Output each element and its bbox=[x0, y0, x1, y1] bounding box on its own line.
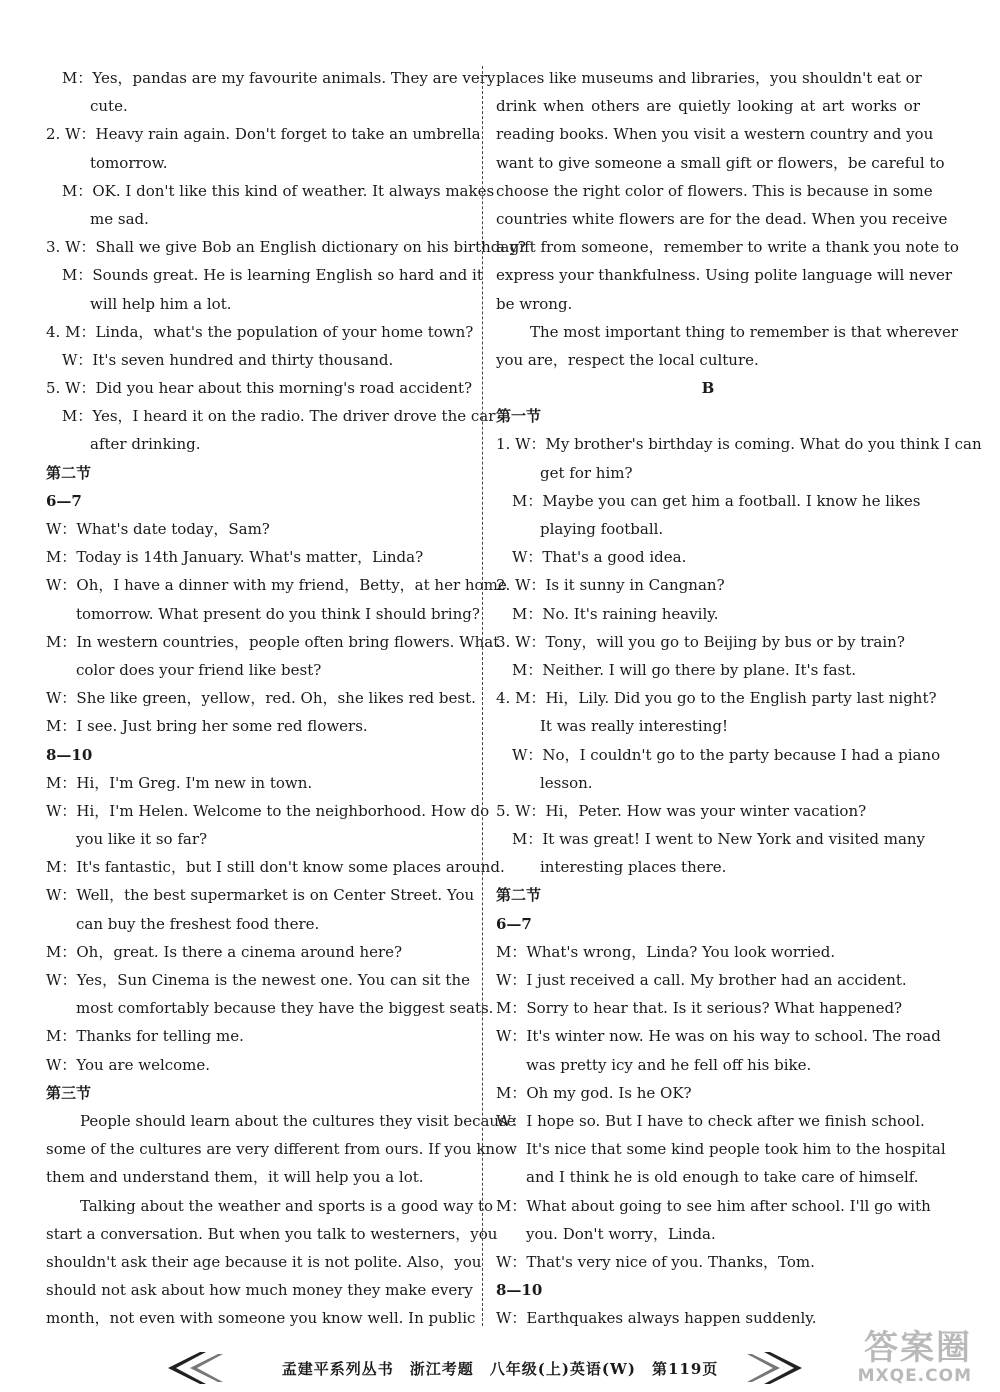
text-line: W：Yes，Sun Cinema is the newest one. You can sit the bbox=[46, 971, 470, 989]
text-line: M：Thanks for telling me. bbox=[46, 1027, 244, 1046]
text-line: W：I hope so. But I have to check after we finish school. bbox=[496, 1111, 925, 1130]
text-line: It's nice that some kind people took him to the hospital bbox=[526, 1140, 946, 1159]
text-line: 第二节 bbox=[496, 886, 542, 905]
text-line: should not ask about how much money they make every bbox=[46, 1281, 473, 1300]
text-line: 第三节 bbox=[46, 1083, 92, 1102]
text-line: W：Hi，I'm Helen. Welcome to the neighborhood. How do bbox=[46, 801, 490, 820]
text-line: M：Today is 14th January. What's matter，Linda? bbox=[46, 548, 424, 567]
text-line: start a conversation. But when you talk to westerners，you bbox=[46, 1224, 498, 1243]
text-line: 第二节 bbox=[46, 463, 92, 482]
text-line: was pretty icy and he fell off his bike. bbox=[526, 1055, 812, 1074]
text-line: 3. W：Tony，will you go to Beijing by bus or by train? bbox=[496, 632, 905, 651]
text-line: drink when others are quietly looking at art works or bbox=[496, 97, 920, 116]
watermark-logo bbox=[820, 1320, 980, 1388]
text-line: M：What's wrong，Linda? You look worried. bbox=[496, 942, 836, 961]
text-line: you. Don't worry，Linda. bbox=[526, 1224, 716, 1243]
text-line: 6—7 bbox=[46, 491, 82, 510]
text-line: 6—7 bbox=[496, 914, 532, 933]
text-line: W：You are welcome. bbox=[46, 1055, 211, 1074]
text-line: cute. bbox=[90, 97, 128, 116]
text-line: People should learn about the cultures they visit because bbox=[80, 1111, 516, 1130]
text-line: 5. W：Did you hear about this morning's road accident? bbox=[46, 379, 473, 398]
text-line: B bbox=[701, 379, 715, 398]
text-line: tomorrow. What present do you think I should bring? bbox=[76, 604, 480, 623]
text-line: choose the right color of flowers. This is because in some bbox=[496, 181, 933, 200]
text-line: countries white flowers are for the dead. When you receive bbox=[496, 209, 948, 228]
text-line: playing football. bbox=[540, 520, 664, 538]
text-line: M：Oh my god. Is he OK? bbox=[496, 1083, 692, 1102]
watermark-top: 答案圈 bbox=[864, 1328, 972, 1368]
right-column bbox=[496, 64, 982, 1332]
text-line: express your thankfulness. Using polite language will never bbox=[496, 266, 953, 285]
text-line: M：Oh，great. Is there a cinema around here? bbox=[46, 942, 403, 961]
text-line: 1. W：My brother's birthday is coming. What do you think I can bbox=[496, 435, 982, 454]
text-line: 3. W：Shall we give Bob an English dictionary on his birthday? bbox=[46, 238, 526, 257]
watermark-bottom: MXQE.COM bbox=[857, 1366, 972, 1386]
text-line: and I think he is old enough to take care of himself. bbox=[526, 1168, 919, 1187]
text-line: The most important thing to remember is that wherever bbox=[530, 322, 959, 341]
text-line: most comfortably because they have the biggest seats. bbox=[76, 999, 494, 1018]
text-line: them and understand them，it will help you a lot. bbox=[46, 1168, 424, 1187]
text-line: M：Yes，pandas are my favourite animals. They are very bbox=[62, 69, 496, 87]
text-line: me sad. bbox=[90, 209, 149, 228]
text-line: 4. M：Hi，Lily. Did you go to the English party last night? bbox=[496, 689, 937, 708]
text-line: W：No，I couldn't go to the party because I had a piano bbox=[512, 745, 941, 764]
text-line: will help him a lot. bbox=[90, 294, 232, 313]
column-divider bbox=[482, 66, 483, 1326]
text-line: be wrong. bbox=[496, 294, 573, 313]
text-line: lesson. bbox=[540, 773, 593, 792]
text-line: 2. W：Heavy rain again. Don't forget to take an umbrella bbox=[46, 125, 481, 144]
text-line: M：Hi，I'm Greg. I'm new in town. bbox=[46, 773, 313, 792]
text-line: tomorrow. bbox=[90, 153, 168, 172]
text-line: Talking about the weather and sports is a good way to bbox=[80, 1196, 494, 1215]
text-line: W：Well，the best supermarket is on Center Street. You bbox=[46, 886, 475, 905]
text-line: can buy the freshest food there. bbox=[76, 914, 320, 933]
text-line: 8—10 bbox=[496, 1281, 543, 1300]
text-line: month，not even with someone you know well. In public bbox=[46, 1309, 476, 1328]
text-line: 第一节 bbox=[496, 407, 542, 426]
text-line: W：It's seven hundred and thirty thousand. bbox=[62, 350, 394, 369]
text-line: M：No. It's raining heavily. bbox=[512, 604, 719, 623]
text-line: shouldn't ask their age because it is not polite. Also，you bbox=[46, 1252, 482, 1271]
text-line: after drinking. bbox=[90, 435, 201, 454]
text-line: W：Earthquakes always happen suddenly. bbox=[496, 1309, 817, 1328]
text-line: 8—10 bbox=[46, 745, 93, 764]
text-line: It was really interesting! bbox=[540, 717, 729, 736]
text-line: M：OK. I don't like this kind of weather. It always makes bbox=[62, 181, 495, 200]
text-line: M：Sorry to hear that. Is it serious? What happened? bbox=[496, 999, 903, 1018]
footer-text: 孟建平系列丛书 浙江考题 八年级(上)英语(W) 第119页 bbox=[281, 1360, 719, 1378]
text-line: M：In western countries，people often bring flowers. What bbox=[46, 632, 500, 651]
text-line: interesting places there. bbox=[540, 858, 727, 877]
text-line: W：That's a good idea. bbox=[512, 548, 687, 567]
text-line: W：I just received a call. My brother had an accident. bbox=[496, 971, 907, 989]
text-line: M：What about going to see him after school. I'll go with bbox=[496, 1196, 931, 1215]
text-line: 4. M：Linda，what's the population of your home town? bbox=[46, 322, 474, 341]
text-line: 2. W：Is it sunny in Cangnan? bbox=[496, 576, 725, 595]
text-line: get for him? bbox=[540, 463, 633, 482]
text-line: M：It's fantastic，but I still don't know some places around. bbox=[46, 858, 505, 877]
text-line: want to give someone a small gift or flowers，be careful to bbox=[496, 153, 945, 172]
text-line: M：I see. Just bring her some red flowers. bbox=[46, 717, 368, 736]
text-line: W：She like green，yellow，red. Oh，she likes red best. bbox=[46, 689, 476, 708]
text-line: a gift from someone，remember to write a thank you note to bbox=[496, 238, 959, 257]
text-line: 5. W：Hi，Peter. How was your winter vacation? bbox=[496, 801, 867, 820]
text-line: you like it so far? bbox=[76, 830, 208, 849]
text-line: W：What's date today，Sam? bbox=[46, 520, 270, 538]
text-line: M：Sounds great. He is learning English so hard and it bbox=[62, 266, 483, 285]
text-line: color does your friend like best? bbox=[76, 660, 322, 679]
text-line: places like museums and libraries，you shouldn't eat or bbox=[496, 69, 922, 87]
text-line: M：It was great! I went to New York and visited many bbox=[512, 830, 926, 849]
text-line: W：Oh，I have a dinner with my friend，Betty，at her home bbox=[46, 576, 507, 595]
text-line: some of the cultures are very different from ours. If you know bbox=[46, 1140, 517, 1159]
text-line: M：Maybe you can get him a football. I know he likes bbox=[512, 491, 921, 510]
text-line: M：Neither. I will go there by plane. It's fast. bbox=[512, 660, 857, 679]
chevron-right-icon bbox=[740, 1350, 810, 1386]
text-line: M：Yes，I heard it on the radio. The driver drove the car bbox=[62, 407, 496, 426]
text-line: W：That's very nice of you. Thanks，Tom. bbox=[496, 1252, 815, 1271]
text-line: you are，respect the local culture. bbox=[496, 350, 759, 369]
text-line: reading books. When you visit a western country and you bbox=[496, 125, 934, 144]
text-line: W：It's winter now. He was on his way to school. The road bbox=[496, 1027, 941, 1046]
